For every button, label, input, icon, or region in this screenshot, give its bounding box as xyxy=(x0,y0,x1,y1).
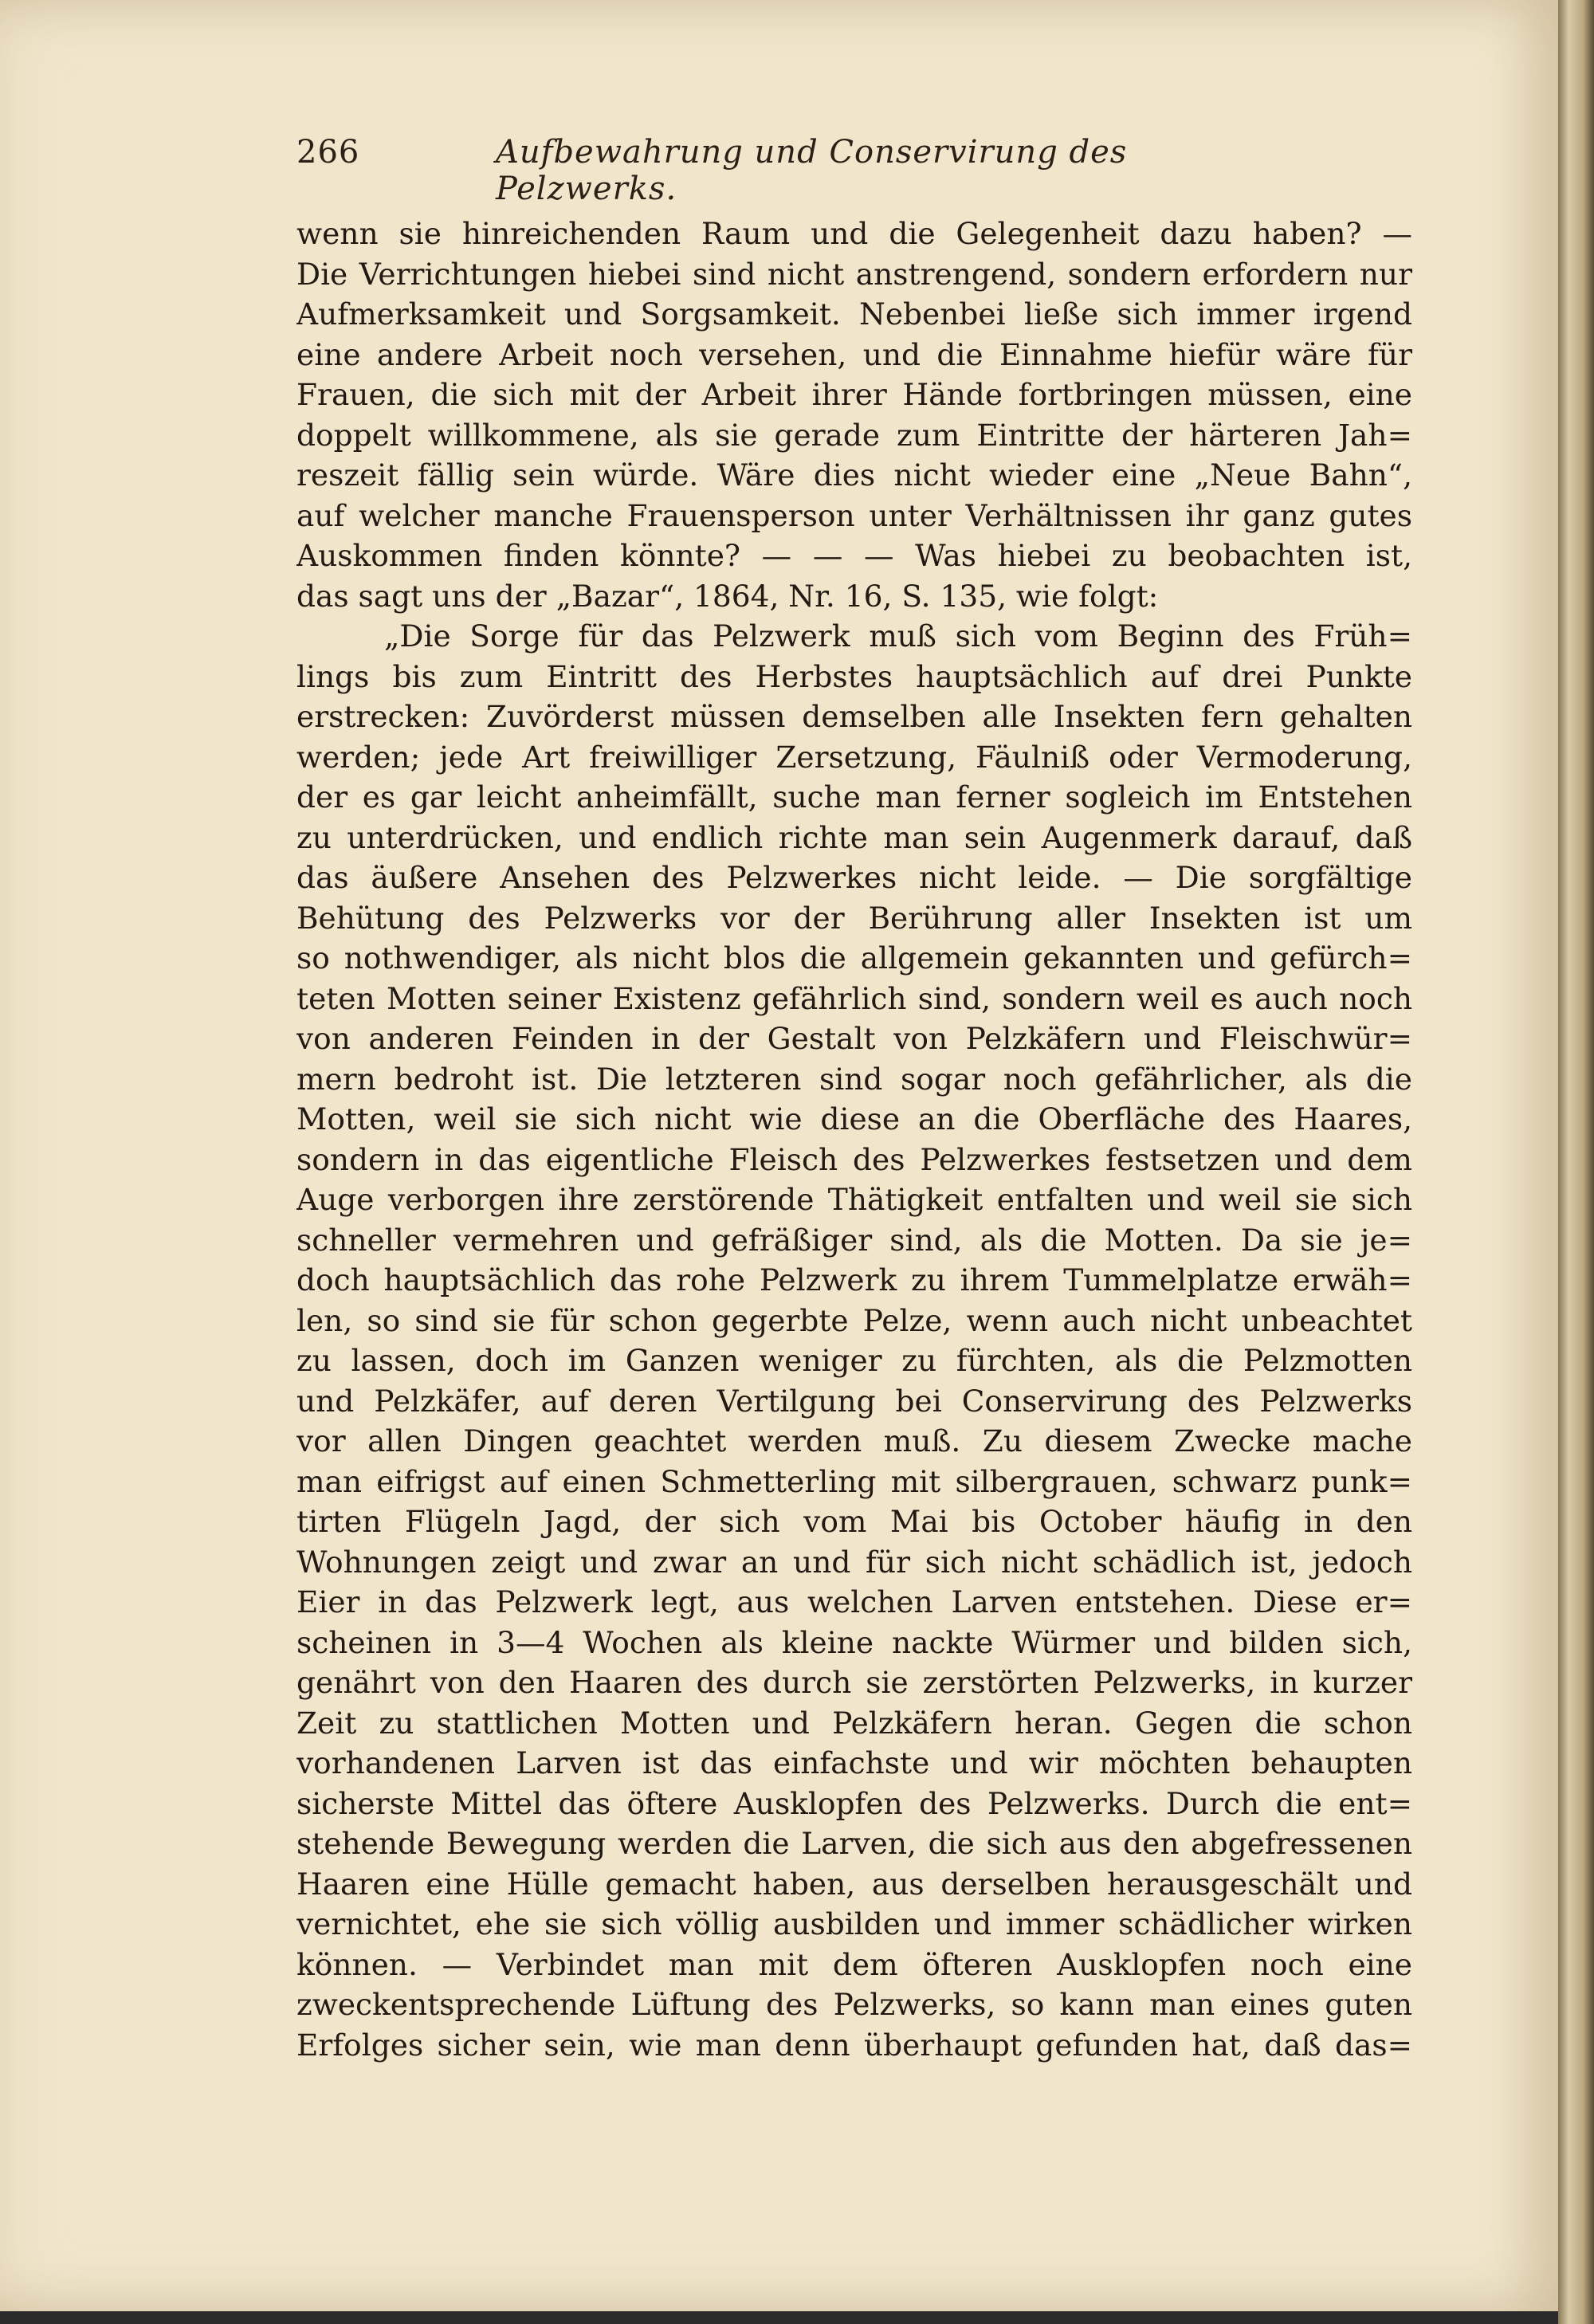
text-line: tirten Flügeln Jagd, der sich vom Mai bis October häufig in den xyxy=(296,1504,1412,1539)
text-line: Haaren eine Hülle gemacht haben, aus derselben herausgeschält und xyxy=(296,1866,1412,1902)
text-line: von anderen Feinden in der Gestalt von Pelzkäfern und Fleischwür= xyxy=(296,1021,1412,1056)
text-line: das äußere Ansehen des Pelzwerkes nicht leide. — Die sorgfältige xyxy=(296,860,1412,895)
quote-start-line: „Die Sorge für das Pelzwerk muß sich vom Beginn des Früh= xyxy=(384,618,1412,654)
text-line: und Pelzkäfer, auf deren Vertilgung bei Conservirung des Pelzwerks xyxy=(296,1383,1412,1419)
text-line: Zeit zu stattlichen Motten und Pelzkäfern heran. Gegen die schon xyxy=(296,1705,1412,1741)
text-line: sicherste Mittel das öftere Ausklopfen des Pelzwerks. Durch die ent= xyxy=(296,1785,1412,1821)
text-line: vor allen Dingen geachtet werden muß. Zu diesem Zwecke mache xyxy=(296,1423,1412,1458)
text-line: das sagt uns der „Bazar“, 1864, Nr. 16, S. 135, wie folgt: xyxy=(296,578,1159,614)
text-line: erstrecken: Zuvörderst müssen demselben alle Insekten fern gehalten xyxy=(296,699,1412,734)
text-line: Behütung des Pelzwerks vor der Berührung aller Insekten ist um xyxy=(296,900,1412,936)
text-line: Eier in das Pelzwerk legt, aus welchen Larven entstehen. Diese er= xyxy=(296,1584,1412,1619)
page-number: 266 xyxy=(296,134,360,171)
text-line: Frauen, die sich mit der Arbeit ihrer Hände fortbringen müssen, eine xyxy=(296,377,1412,412)
text-line: Die Verrichtungen hiebei sind nicht anstrengend, sondern erfordern nur xyxy=(296,256,1412,292)
text-line: reszeit fällig sein würde. Wäre dies nicht wieder eine „Neue Bahn“, xyxy=(296,457,1412,493)
running-title: Aufbewahrung und Conservirung des Pelzwerks. xyxy=(496,134,1128,207)
text-line: Aufmerksamkeit und Sorgsamkeit. Nebenbei ließe sich immer irgend xyxy=(296,296,1412,332)
text-line: man eifrigst auf einen Schmetterling mit silbergrauen, schwarz punk= xyxy=(296,1463,1412,1499)
text-line: teten Motten seiner Existenz gefährlich sind, sondern weil es auch noch xyxy=(296,980,1412,1016)
text-line: Erfolges sicher sein, wie man denn überhaupt gefunden hat, daß das= xyxy=(296,2027,1412,2063)
text-line: der es gar leicht anheimfällt, suche man ferner sogleich im Entstehen xyxy=(296,779,1412,815)
text-line: können. — Verbindet man mit dem öfteren Ausklopfen noch eine xyxy=(296,1946,1412,1982)
text-line: auf welcher manche Frauensperson unter Verhältnissen ihr ganz gutes xyxy=(296,497,1412,533)
text-line: Wohnungen zeigt und zwar an und für sich nicht schädlich ist, jedoch xyxy=(296,1544,1412,1580)
text-line: lings bis zum Eintritt des Herbstes hauptsächlich auf drei Punkte xyxy=(296,658,1412,694)
text-line: stehende Bewegung werden die Larven, die sich aus den abgefressenen xyxy=(296,1826,1412,1861)
text-line: scheinen in 3—4 Wochen als kleine nackte Würmer und bilden sich, xyxy=(296,1624,1412,1660)
text-line: Auskommen finden könnte? — — — Was hiebei zu beobachten ist, xyxy=(296,538,1412,573)
text-line: mern bedroht ist. Die letzteren sind sogar noch gefährlicher, als die xyxy=(296,1061,1412,1097)
page-edge-binding xyxy=(1558,0,1594,2324)
text-line: len, so sind sie für schon gegerbte Pelze, wenn auch nicht unbeachtet xyxy=(296,1302,1412,1338)
text-line: Auge verborgen ihre zerstörende Thätigkeit entfalten und weil sie sich xyxy=(296,1182,1412,1217)
text-line: zu unterdrücken, und endlich richte man sein Augenmerk darauf, daß xyxy=(296,819,1412,855)
text-line: doppelt willkommene, als sie gerade zum Eintritte der härteren Jah= xyxy=(296,417,1412,453)
text-line: so nothwendiger, als nicht blos die allgemein gekannten und gefürch= xyxy=(296,940,1412,976)
text-line: vorhandenen Larven ist das einfachste und wir möchten behaupten xyxy=(296,1745,1412,1780)
text-line: schneller vermehren und gefräßiger sind, als die Motten. Da sie je= xyxy=(296,1222,1412,1258)
text-line: doch hauptsächlich das rohe Pelzwerk zu ihrem Tummelplatze erwäh= xyxy=(296,1262,1412,1297)
text-line: genährt von den Haaren des durch sie zerstörten Pelzwerks, in kurzer xyxy=(296,1665,1412,1700)
page-header xyxy=(296,134,1253,207)
text-line: vernichtet, ehe sie sich völlig ausbilden und immer schädlicher wirken xyxy=(296,1906,1412,1941)
text-line: Motten, weil sie sich nicht wie diese an die Oberfläche des Haares, xyxy=(296,1101,1412,1136)
text-line: eine andere Arbeit noch versehen, und die Einnahme hiefür wäre für xyxy=(296,336,1412,372)
text-line: werden; jede Art freiwilliger Zersetzung, Fäulniß oder Vermoderung, xyxy=(296,739,1412,775)
text-line: sondern in das eigentliche Fleisch des Pelzwerkes festsetzen und dem xyxy=(296,1141,1412,1177)
text-line: zu lassen, doch im Ganzen weniger zu fürchten, als die Pelzmotten xyxy=(296,1343,1412,1378)
text-line: zweckentsprechende Lüftung des Pelzwerks, so kann man eines guten xyxy=(296,1987,1412,2022)
body-text xyxy=(296,214,1412,2065)
text-line: wenn sie hinreichenden Raum und die Gelegenheit dazu haben? — xyxy=(296,216,1412,251)
